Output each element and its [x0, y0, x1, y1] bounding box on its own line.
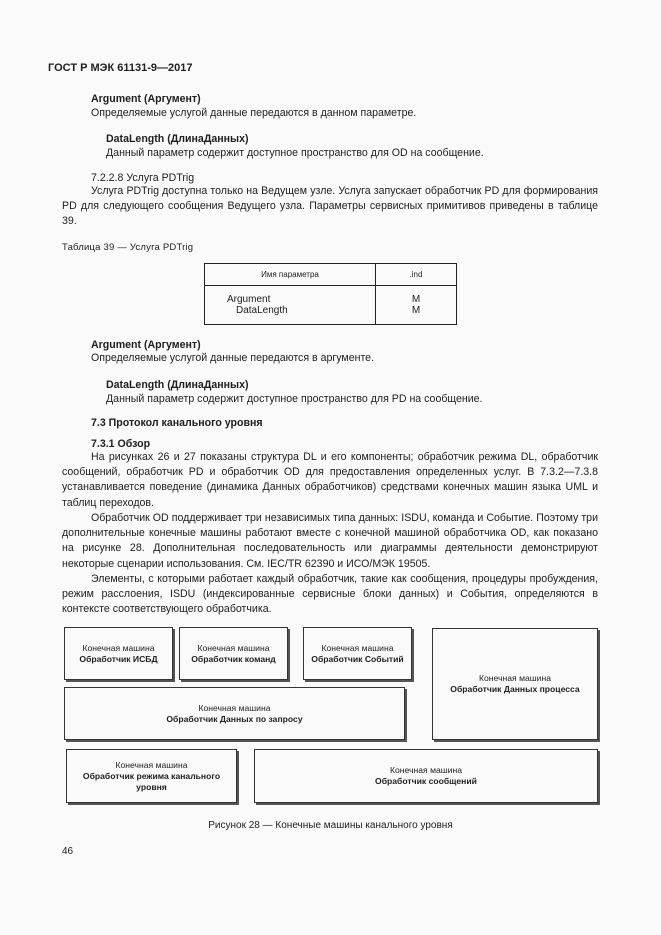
box-title: Обработчик ИСБД — [79, 653, 158, 664]
argument-heading: Argument (Аргумент) — [91, 339, 201, 351]
param-ind: M — [411, 294, 421, 305]
table-cell — [205, 286, 376, 325]
subsection-heading: 7.3.1 Обзор — [91, 438, 151, 450]
box-label: Конечная машина — [82, 642, 155, 653]
paragraph: Услуга PDTrig доступна только на Ведущем узле. Услуга запускает обработчик PD для формирования PD для следующего сообщения Ведущего узла. Параметры сервисных примитивов приведены в таблице 39. — [62, 185, 598, 228]
param-ind: M — [411, 305, 421, 316]
paragraph: Элементы, с которыми работает каждый обработчик, такие как сообщения, процедуры пробуждения, режим расслоения, ISDU (индексированные сервисные блоки данных) и События, определяются в контексте соответствующего обработчика. — [62, 573, 598, 616]
box-label: Конечная машина — [197, 642, 270, 653]
state-machine-box — [432, 628, 598, 740]
paragraph: Обработчик OD поддерживает три независимых типа данных: ISDU, команда и Событие. Поэтому три дополнительные конечные машины работают вместе с конечной машиной обработчика OD, как показано на рисунке 28. Дополнительная последовательность или диаграммы деятельности демонстрируют некоторые сценарии использования. См. IEC/TR 62390 и ИСО/МЭК 19505. — [62, 512, 598, 570]
box-title: Обработчик Данных процесса — [450, 684, 580, 694]
box-title: Обработчик сообщений — [375, 776, 477, 786]
argument-text: Определяемые услугой данные передаются в данном параметре. — [91, 107, 417, 119]
state-machine-box — [64, 687, 405, 740]
table-header: Имя параметра — [205, 264, 376, 286]
box-label: Конечная машина — [198, 702, 271, 713]
table-caption: Таблица 39 — Услуга PDTrig — [62, 242, 194, 253]
table-cell — [376, 286, 457, 325]
param-name: Argument — [227, 294, 271, 305]
section-heading: 7.2.2.8 Услуга PDTrig — [91, 172, 195, 184]
page-number: 46 — [62, 846, 74, 857]
datalength-heading: DataLength (ДлинаДанных) — [106, 133, 249, 145]
state-machine-box — [64, 627, 173, 680]
datalength-text: Данный параметр содержит доступное пространство для PD на сообщение. — [106, 393, 483, 405]
param-name: DataLength — [236, 305, 288, 316]
box-label: Конечная машина — [321, 642, 394, 653]
state-machine-box — [303, 627, 412, 680]
state-machine-box — [254, 749, 598, 803]
document-header: ГОСТ Р МЭК 61131-9—2017 — [48, 62, 193, 74]
section-heading: 7.3 Протокол канального уровня — [91, 417, 263, 429]
box-label: Конечная машина — [390, 765, 462, 775]
paragraph: На рисунках 26 и 27 показаны структура DL и его компоненты; обработчик режима DL, обработчик сообщений, обработчик PD и обработчик OD для предоставления определенных услуг. В 7.3.2—7.3.8 устанавливается поведение (динамика Данных обработчиков) средствами конечных машин языка UML и таблиц переходов. — [62, 451, 598, 509]
box-label: Конечная машина — [479, 673, 551, 683]
datalength-heading: DataLength (ДлинаДанных) — [106, 379, 249, 391]
argument-heading: Argument (Аргумент) — [91, 93, 201, 105]
datalength-text: Данный параметр содержит доступное пространство для OD на сообщение. — [106, 147, 484, 159]
box-title: Обработчик команд — [191, 653, 276, 664]
box-title: Обработчик Событий — [311, 653, 404, 664]
figure-caption: Рисунок 28 — Конечные машины канального уровня — [208, 820, 453, 831]
table-header: .ind — [376, 264, 457, 286]
state-machine-box — [179, 627, 288, 680]
state-machine-box — [66, 749, 237, 803]
box-label: Конечная машина — [115, 759, 188, 770]
box-title: Обработчик режима канального уровня — [82, 770, 221, 792]
argument-text: Определяемые услугой данные передаются в аргументе. — [91, 352, 375, 364]
parameters-table — [204, 263, 457, 325]
box-title: Обработчик Данных по запросу — [166, 713, 303, 724]
